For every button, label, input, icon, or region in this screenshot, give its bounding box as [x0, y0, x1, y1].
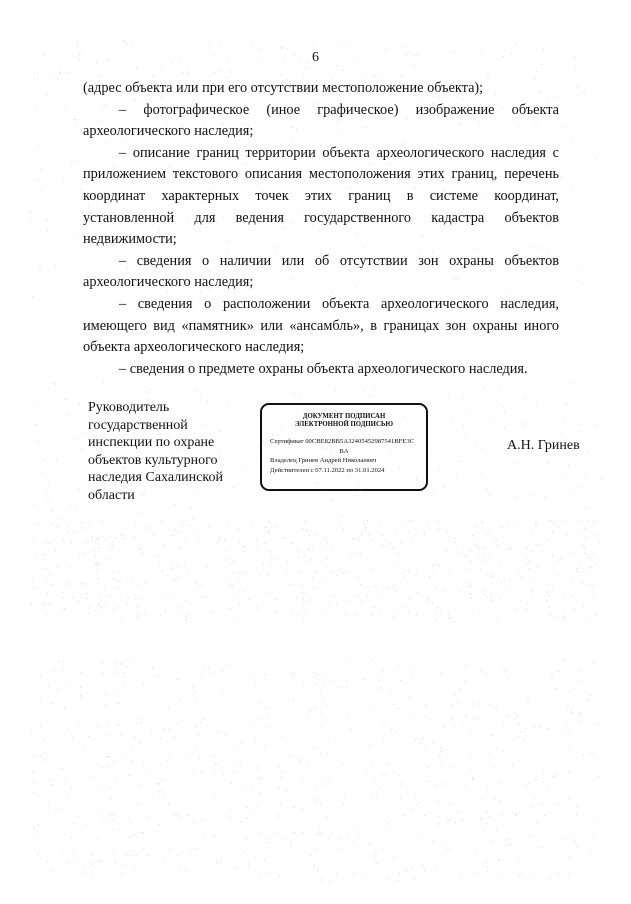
stamp-certificate: Сертификат 00CBE82BB5A32405452987541BFE3C — [270, 438, 415, 445]
paragraph-protection-zones: – сведения о наличии или об отсутствии зон охраны объектов археологического наследия; — [83, 252, 559, 291]
electronic-signature-stamp — [260, 403, 428, 491]
stamp-validity: Действителен с 07.11.2022 по 31.01.2024 — [270, 466, 385, 474]
stamp-title-line: ДОКУМЕНТ ПОДПИСАН — [302, 413, 386, 420]
paragraph-boundaries: – описание границ территории объекта археологического наследия с приложением текстового описания местоположения этих границ, перечень координат характерных точек этих границ в системе координат, установленной для ведения государственного кадастра объектов недвижимости; — [83, 144, 559, 248]
signer-title-line: инспекции по охране — [88, 435, 215, 451]
stamp-title-line: ЭЛЕКТРОННОЙ ПОДПИСЬЮ — [294, 421, 394, 428]
stamp-owner: Владелец Гринев Андрей Николаевич — [270, 457, 377, 465]
paragraph-address: (адрес объекта или при его отсутствии местоположение объекта); — [83, 80, 484, 96]
paragraph-location: – сведения о расположении объекта археологического наследия, имеющего вид «памятник» или «ансамбль», в границах зон охраны иного объекта археологического наследия; — [83, 295, 559, 356]
page-number: 6 — [312, 50, 319, 65]
signer-title-line: Руководитель — [88, 400, 170, 415]
stamp-title — [262, 413, 426, 429]
signer-title — [88, 399, 248, 505]
signer-title-line: объектов культурного — [88, 452, 218, 468]
paragraph-subject: – сведения о предмете охраны объекта археологического наследия. — [119, 360, 528, 377]
stamp-certificate-cont: BA — [339, 447, 349, 455]
paragraph-photo: – фотографическое (иное графическое) изображение объекта археологического наследия; — [83, 101, 559, 140]
signer-name: А.Н. Гринев — [507, 438, 580, 453]
signer-title-line: области — [88, 487, 135, 503]
signer-title-line: наследия Сахалинской — [88, 470, 223, 486]
signer-title-line: государственной — [88, 417, 188, 433]
document-body — [83, 78, 559, 380]
